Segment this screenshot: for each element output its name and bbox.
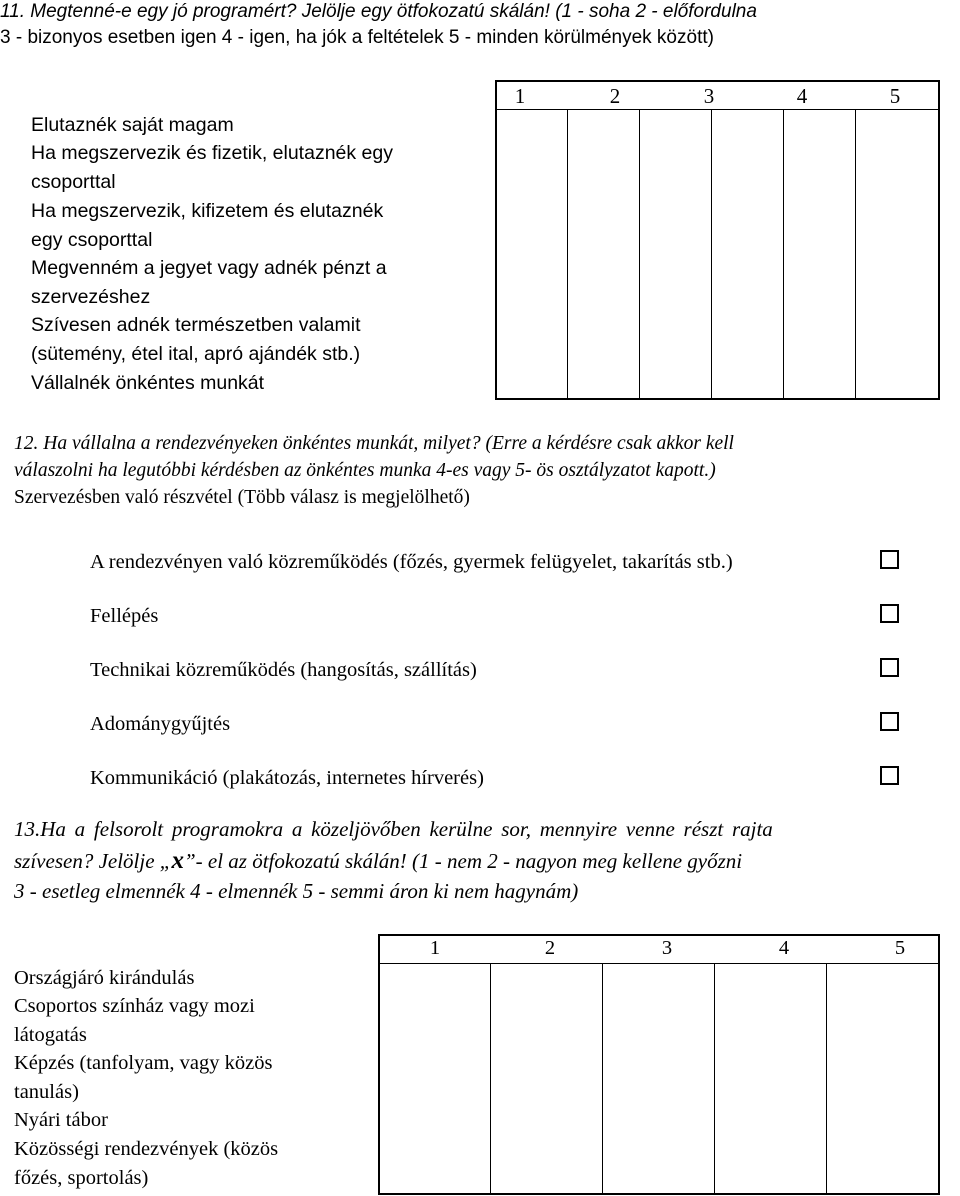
q12-option-1-checkbox[interactable] — [880, 550, 899, 569]
q13-scale-3: 3 — [661, 937, 673, 959]
q11-scale-4: 4 — [796, 84, 808, 108]
q13-scale-4: 4 — [778, 937, 790, 959]
q12-option-4-label: Adománygyűjtés — [90, 713, 231, 735]
q13-scale-1: 1 — [429, 937, 441, 959]
question-11-title: 11. Megtenné-e egy jó programért? Jelölje egy ötfokozatú skálán! (1 - soha 2 - előfordulna — [0, 1, 757, 22]
q13-scale-5: 5 — [894, 937, 906, 959]
q12-option-1-label: A rendezvényen való közreműködés (főzés, gyermek felügyelet, takarítás stb.) — [90, 551, 733, 573]
q11-row-2: Ha megszervezik és fizetik, elutaznék egy csoporttal — [31, 142, 393, 193]
q12-option-3-label: Technikai közreműködés (hangosítás, szállítás) — [90, 659, 477, 681]
question-11-scale-text: 3 - bizonyos esetben igen 4 - igen, ha jók a feltételek 5 - minden körülmények között) — [0, 27, 714, 48]
q11-scale-3: 3 — [703, 84, 715, 108]
q13-row-3: Képzés (tanfolyam, vagy közös tanulás) — [14, 1052, 273, 1103]
question-12-subtitle: Szervezésben való részvétel (Több válasz is megjelölhető) — [14, 487, 470, 508]
q12-option-2-label: Fellépés — [90, 605, 159, 627]
q11-row-3: Ha megszervezik, kifizetem és elutaznék egy csoporttal — [31, 200, 384, 251]
q13-row-2: Csoportos színház vagy mozi látogatás — [14, 995, 255, 1046]
q12-option-4-checkbox[interactable] — [880, 712, 899, 731]
q11-scale-5: 5 — [889, 84, 901, 108]
q13-scale-2: 2 — [544, 937, 556, 959]
question-12-title: 12. Ha vállalna a rendezvényeken önkéntes munkát, milyet? (Erre a kérdésre csak akkor kell — [14, 433, 734, 454]
q12-option-5-checkbox[interactable] — [880, 766, 899, 785]
q13-row-5: Közösségi rendezvények (közös főzés, sportolás) — [14, 1138, 279, 1189]
q11-row-6: Vállalnék önkéntes munkát — [31, 372, 265, 394]
question-13-instruction: szívesen? Jelölje „x”- el az ötfokozatú skálán! (1 - nem 2 - nagyon meg kellene győzni — [14, 847, 743, 874]
question-13-title: 13.Ha a felsorolt programokra a közeljövőben kerülne sor, mennyire venne részt rajta — [14, 817, 773, 841]
q11-scale-2: 2 — [609, 84, 621, 108]
q12-option-5-label: Kommunikáció (plakátozás, internetes hírverés) — [90, 767, 484, 789]
question-13-scale-text: 3 - esetleg elmennék 4 - elmennék 5 - semmi áron ki nem hagynám) — [14, 879, 579, 903]
q12-option-2-checkbox[interactable] — [880, 604, 899, 623]
q11-row-5: Szívesen adnék természetben valamit (sütemény, étel ital, apró ajándék stb.) — [31, 314, 361, 365]
q11-scale-1: 1 — [514, 84, 526, 108]
question-12-note: válaszolni ha legutóbbi kérdésben az önkéntes munka 4-es vagy 5- ös osztályzatot kapott.) — [14, 460, 716, 481]
q13-row-1: Országjáró kirándulás — [14, 967, 195, 989]
q12-option-3-checkbox[interactable] — [880, 658, 899, 677]
q13-row-4: Nyári tábor — [14, 1109, 108, 1131]
q11-row-4: Megvenném a jegyet vagy adnék pénzt a szervezéshez — [31, 257, 387, 308]
q11-row-1: Elutaznék saját magam — [31, 114, 234, 136]
